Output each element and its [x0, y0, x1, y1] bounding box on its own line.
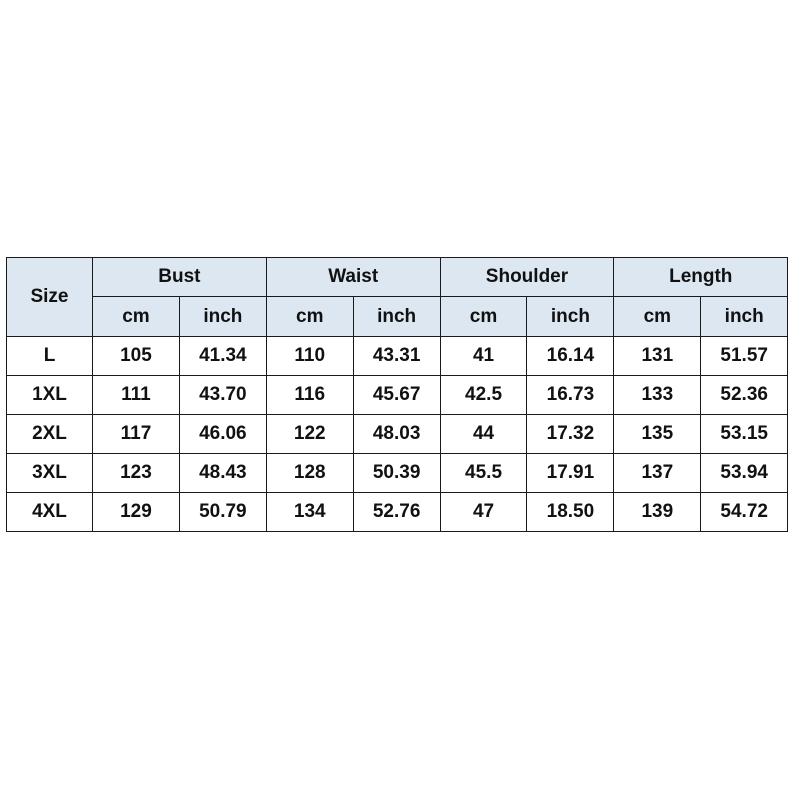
bust-cm-cell: 117 — [93, 415, 180, 454]
size-cell: 4XL — [7, 493, 93, 532]
shoulder-cm-header: cm — [440, 297, 527, 337]
size-cell: L — [7, 337, 93, 376]
shoulder-cm-cell: 42.5 — [440, 376, 527, 415]
length-inch-cell: 51.57 — [701, 337, 788, 376]
shoulder-cm-cell: 47 — [440, 493, 527, 532]
bust-cm-cell: 105 — [93, 337, 180, 376]
waist-cm-cell: 128 — [266, 454, 353, 493]
table-header — [7, 258, 788, 337]
waist-inch-header: inch — [353, 297, 440, 337]
length-cm-cell: 131 — [614, 337, 701, 376]
shoulder-cm-cell: 44 — [440, 415, 527, 454]
bust-cm-cell: 129 — [93, 493, 180, 532]
waist-inch-cell: 50.39 — [353, 454, 440, 493]
table-row — [7, 493, 788, 532]
waist-inch-cell: 43.31 — [353, 337, 440, 376]
size-cell: 3XL — [7, 454, 93, 493]
shoulder-inch-cell: 18.50 — [527, 493, 614, 532]
bust-inch-cell: 46.06 — [179, 415, 266, 454]
size-cell: 1XL — [7, 376, 93, 415]
shoulder-inch-cell: 16.14 — [527, 337, 614, 376]
waist-cm-header: cm — [266, 297, 353, 337]
shoulder-inch-header: inch — [527, 297, 614, 337]
shoulder-cm-cell: 41 — [440, 337, 527, 376]
shoulder-inch-cell: 16.73 — [527, 376, 614, 415]
bust-inch-cell: 43.70 — [179, 376, 266, 415]
shoulder-inch-cell: 17.91 — [527, 454, 614, 493]
length-cm-cell: 139 — [614, 493, 701, 532]
length-inch-cell: 54.72 — [701, 493, 788, 532]
length-inch-header: inch — [701, 297, 788, 337]
length-inch-cell: 53.15 — [701, 415, 788, 454]
bust-inch-cell: 41.34 — [179, 337, 266, 376]
waist-header: Waist — [266, 258, 440, 297]
size-chart-table — [6, 257, 788, 532]
table-row — [7, 337, 788, 376]
waist-cm-cell: 110 — [266, 337, 353, 376]
bust-inch-header: inch — [179, 297, 266, 337]
waist-inch-cell: 45.67 — [353, 376, 440, 415]
shoulder-inch-cell: 17.32 — [527, 415, 614, 454]
waist-inch-cell: 48.03 — [353, 415, 440, 454]
bust-cm-header: cm — [93, 297, 180, 337]
shoulder-cm-cell: 45.5 — [440, 454, 527, 493]
length-cm-cell: 137 — [614, 454, 701, 493]
length-cm-cell: 135 — [614, 415, 701, 454]
waist-cm-cell: 122 — [266, 415, 353, 454]
table-row — [7, 454, 788, 493]
shoulder-header: Shoulder — [440, 258, 614, 297]
bust-cm-cell: 123 — [93, 454, 180, 493]
waist-inch-cell: 52.76 — [353, 493, 440, 532]
bust-cm-cell: 111 — [93, 376, 180, 415]
table-body — [7, 337, 788, 532]
header-unit-row — [7, 297, 788, 337]
length-inch-cell: 52.36 — [701, 376, 788, 415]
bust-inch-cell: 50.79 — [179, 493, 266, 532]
table-row — [7, 415, 788, 454]
length-inch-cell: 53.94 — [701, 454, 788, 493]
header-group-row — [7, 258, 788, 297]
table-row — [7, 376, 788, 415]
bust-inch-cell: 48.43 — [179, 454, 266, 493]
waist-cm-cell: 134 — [266, 493, 353, 532]
length-cm-cell: 133 — [614, 376, 701, 415]
size-header: Size — [7, 258, 93, 337]
bust-header: Bust — [93, 258, 267, 297]
waist-cm-cell: 116 — [266, 376, 353, 415]
length-cm-header: cm — [614, 297, 701, 337]
size-cell: 2XL — [7, 415, 93, 454]
length-header: Length — [614, 258, 788, 297]
